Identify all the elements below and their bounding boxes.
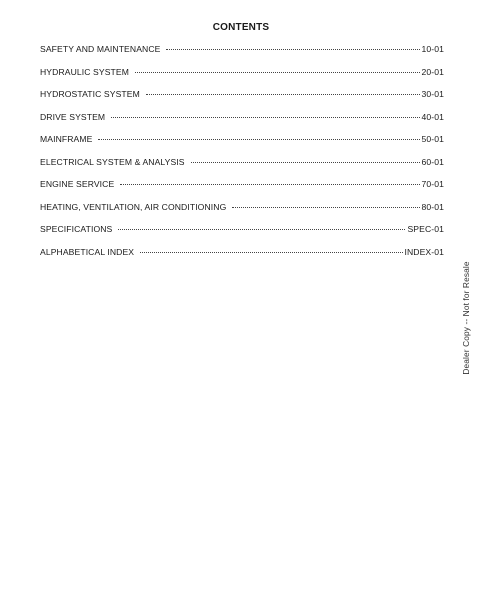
toc-entry-label: HEATING, VENTILATION, AIR CONDITIONING xyxy=(40,201,227,212)
toc-entry-hydraulic-system[interactable] xyxy=(40,67,444,90)
toc-entry-drive-system[interactable] xyxy=(40,112,444,135)
toc-entry-label: MAINFRAME xyxy=(40,134,93,144)
toc-entry-heating-ventilation-air-conditioning[interactable] xyxy=(40,202,444,225)
dot-leader xyxy=(191,162,420,163)
dot-leader xyxy=(111,117,419,118)
toc-entry-engine-service[interactable] xyxy=(40,179,444,202)
toc-entry-page: 70-01 xyxy=(421,179,444,189)
toc-entry-page: 20-01 xyxy=(421,66,444,77)
toc-entry-label: DRIVE SYSTEM xyxy=(40,111,106,122)
dot-leader xyxy=(135,72,420,73)
dot-leader xyxy=(120,184,419,185)
dealer-copy-watermark: Dealer Copy -- Not for Resale xyxy=(461,261,471,375)
toc-entry-label: ENGINE SERVICE xyxy=(40,179,115,189)
toc-entry-alphabetical-index[interactable] xyxy=(40,247,444,270)
dot-leader xyxy=(166,49,419,50)
toc-entry-label: HYDROSTATIC SYSTEM xyxy=(40,89,140,99)
toc-entry-specifications[interactable] xyxy=(40,224,444,247)
dot-leader xyxy=(140,252,402,253)
page-title: CONTENTS xyxy=(212,22,270,33)
dot-leader xyxy=(118,229,405,230)
toc-entry-page: SPEC-01 xyxy=(407,224,444,234)
toc-entry-label: ALPHABETICAL INDEX xyxy=(40,246,135,257)
toc-entry-page: 50-01 xyxy=(421,134,444,144)
toc-entry-label: SPECIFICATIONS xyxy=(40,224,113,234)
toc-entry-electrical-system-analysis[interactable] xyxy=(40,157,444,180)
toc-entry-page: INDEX-01 xyxy=(404,246,444,257)
toc-entry-label: HYDRAULIC SYSTEM xyxy=(40,66,129,77)
toc-entry-page: 60-01 xyxy=(421,156,444,167)
toc-entry-page: 30-01 xyxy=(421,89,444,99)
toc-entry-page: 10-01 xyxy=(421,44,444,54)
toc-entry-page: 80-01 xyxy=(421,201,444,212)
toc-entry-label: SAFETY AND MAINTENANCE xyxy=(40,44,161,54)
toc-entry-safety-and-maintenance[interactable] xyxy=(40,44,444,67)
toc-entry-hydrostatic-system[interactable] xyxy=(40,89,444,112)
table-of-contents xyxy=(40,44,444,269)
dot-leader xyxy=(232,207,419,208)
dot-leader xyxy=(146,94,420,95)
toc-entry-mainframe[interactable] xyxy=(40,134,444,157)
toc-entry-page: 40-01 xyxy=(421,111,444,122)
toc-entry-label: ELECTRICAL SYSTEM & ANALYSIS xyxy=(40,156,185,167)
dot-leader xyxy=(98,139,419,140)
